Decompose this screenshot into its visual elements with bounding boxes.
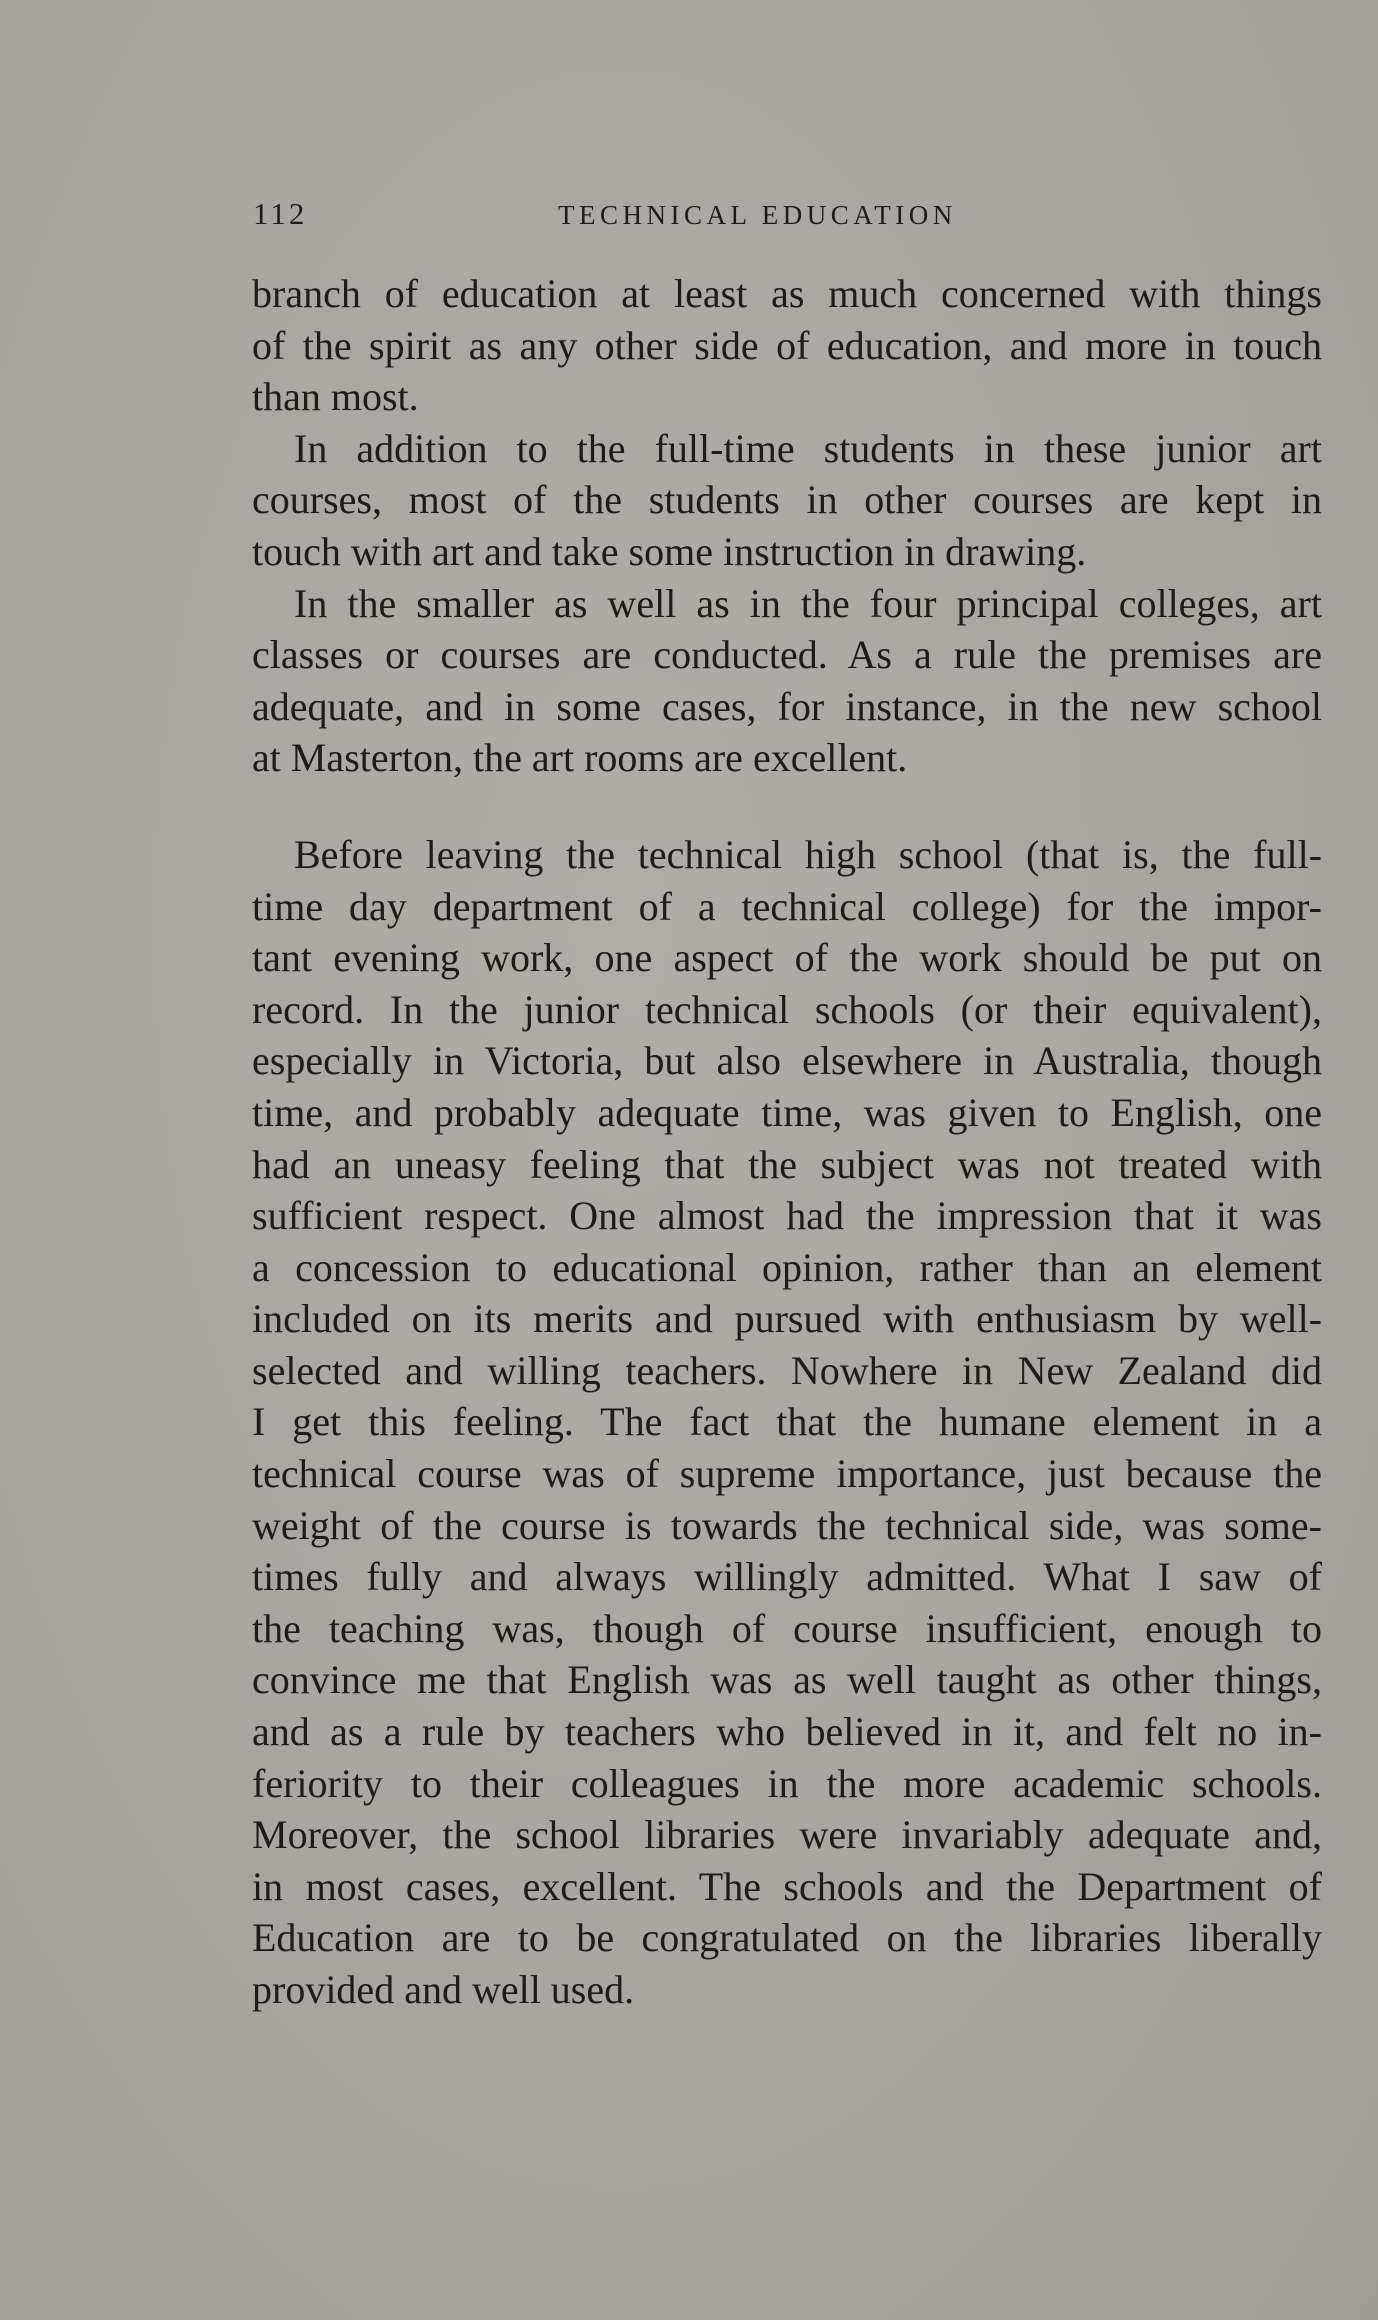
text-line: technical course was of supreme importance, just because the [252,1451,1322,1497]
text-line: in most cases, excellent. The schools and the Department of [252,1863,1322,1909]
text-line: a concession to educational opinion, rather than an element [252,1244,1322,1290]
text-line: feriority to their colleagues in the more academic schools. [252,1760,1322,1806]
text-line: Before leaving the technical high school (that is, the full- [294,831,1322,877]
text-line: included on its merits and pursued with enthusiasm by well- [252,1296,1322,1342]
running-head [253,196,1318,244]
text-line: Education are to be congratulated on the libraries liberally [252,1915,1322,1961]
text-line: Moreover, the school libraries were invariably adequate and, [252,1812,1322,1858]
text-line: provided and well used. [252,1967,635,2012]
paragraph [252,829,1322,2016]
paragraph [252,578,1322,784]
text-line: and as a rule by teachers who believed in it, and felt no in- [252,1709,1322,1755]
text-line: adequate, and in some cases, for instance, in the new school [252,683,1322,729]
text-line: weight of the course is towards the technical side, was some- [252,1502,1322,1548]
text-line: sufficient respect. One almost had the impression that it was [252,1193,1322,1239]
body-text [252,268,1322,2016]
text-line: time day department of a technical college) for the impor- [252,883,1322,929]
text-line: branch of education at least as much concerned with things [252,271,1322,316]
running-title: TECHNICAL EDUCATION [558,200,957,230]
text-line: at Masterton, the art rooms are excellent. [252,735,908,781]
text-line: than most. [252,374,419,420]
text-line: of the spirit as any other side of education, and more in touch [252,322,1322,368]
text-line: had an uneasy feeling that the subject was not treated with [252,1141,1322,1187]
text-line: especially in Victoria, but also elsewhere in Australia, though [252,1038,1322,1084]
text-line: classes or courses are conducted. As a rule the premises are [252,632,1322,678]
paragraph [252,423,1322,578]
text-line: time, and probably adequate time, was given to English, one [252,1089,1322,1135]
text-line: selected and willing teachers. Nowhere in New Zealand did [252,1347,1322,1393]
text-line: times fully and always willingly admitted. What I saw of [252,1554,1322,1600]
text-line: courses, most of the students in other courses are kept in [252,477,1322,523]
text-line: the teaching was, though of course insufficient, enough to [252,1605,1322,1651]
text-line: convince me that English was as well taught as other things, [252,1657,1322,1703]
text-line: I get this feeling. The fact that the humane element in a [252,1399,1322,1445]
page-number: 112 [253,196,308,231]
text-line: touch with art and take some instruction in drawing. [252,528,1087,574]
text-line: In the smaller as well as in the four principal colleges, art [294,580,1322,626]
section-break [252,784,1322,829]
paragraph [252,268,1322,423]
text-line: In addition to the full-time students in these junior art [294,425,1322,471]
text-line: record. In the junior technical schools (or their equivalent), [252,986,1322,1032]
text-line: tant evening work, one aspect of the work should be put on [252,935,1322,981]
